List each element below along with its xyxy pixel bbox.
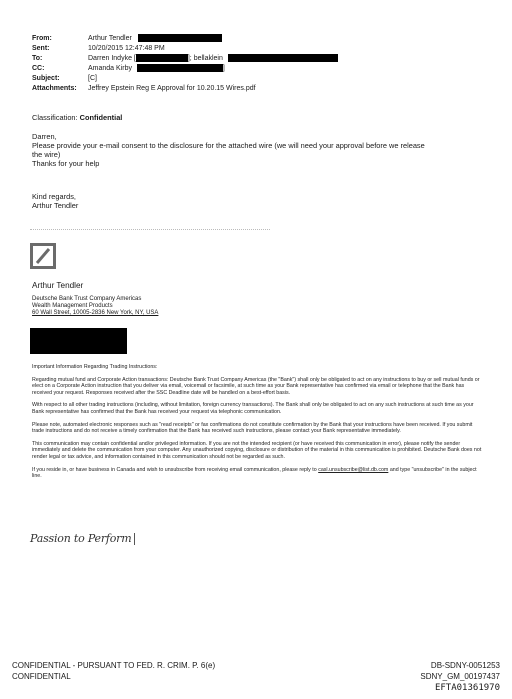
message-line: the wire) [32, 150, 61, 159]
classification-value: Confidential [79, 113, 123, 122]
regards-block [32, 192, 78, 210]
disclaimer [32, 364, 484, 480]
redaction-block [136, 54, 188, 62]
cc-value-a: Amanda Kirby [88, 65, 132, 72]
disclaimer-paragraph: With respect to all other trading instructions (including, without limitation, foreign currency transactions). The Bank shall only be obligated to act on any such instructions at such time as your Bank representative has confirmed that the Bank has received your request via telephonic communication. [32, 402, 474, 415]
attachments-label: Attachments: [32, 85, 77, 92]
slogan-bar [134, 533, 135, 545]
header-cc [32, 64, 225, 74]
subject-value: [C] [88, 75, 97, 82]
disclaimer-heading: Important Information Regarding Trading Instructions: [32, 364, 158, 370]
header-to [32, 54, 338, 64]
attachments-value[interactable]: Jeffrey Epstein Reg E Approval for 10.20.15 Wires.pdf [88, 85, 256, 92]
unsubscribe-text: If you reside in, or have business in Canada and wish to unsubscribe from receiving email communication, please reply to [32, 466, 319, 473]
header-attachments [32, 84, 256, 94]
disclaimer-paragraph: Regarding mutual fund and Corporate Action transactions: Deutsche Bank Trust Company Americas (the "Bank") shall only be obligated to act on any instructions to buy or sell mutual funds or elect on a Corporate Action instruction that you deliver via email, voicemail or facsimile, at such time as your Bank representative has confirmed via email or telephone that the Bank has received your request. Responses received after the SSC Deadline date will be handled on a best-effort basis. [32, 376, 480, 396]
redaction-block [138, 34, 222, 42]
footer-right-line1: DB-SDNY-0051253 [430, 661, 500, 670]
classification-line [32, 113, 122, 122]
message-line: Please provide your e-mail consent to the disclosure for the attached wire (we will need your approval before we release [32, 141, 425, 150]
message-body [32, 132, 482, 168]
deutsche-bank-logo-icon [30, 243, 56, 269]
footer-left-line1: CONFIDENTIAL - PURSUANT TO FED. R. CRIM. P. 6(e) [12, 661, 216, 670]
header-sent [32, 44, 165, 54]
classification-prefix: Classification: [32, 113, 80, 122]
from-value: Arthur Tendler [88, 35, 132, 42]
signature-divider [30, 229, 270, 230]
header-from [32, 34, 222, 44]
footer-efta-number: EFTA01361970 [434, 683, 500, 693]
slogan-text: Passion to Perform [30, 532, 132, 545]
logo-slash-icon [33, 246, 53, 266]
unsubscribe-email-link[interactable]: casl.unsubscribe@list.db.com [318, 466, 389, 473]
from-label: From: [32, 35, 52, 42]
subject-label: Subject: [32, 75, 60, 82]
regards: Kind regards, [32, 192, 76, 201]
signature-company: Deutsche Bank Trust Company Americas [32, 296, 142, 302]
disclaimer-paragraph: This communication may contain confidential and/or privileged information. If you are not the intended recipient (or have received this communication in error), please notify the sender immediately and delete the communication from your computer. Any unauthorized copying, disclosure or distribution of the material in this communication is prohibited. Deutsche Bank does not render legal or tax advice, and information contained in this communication should not be regarded as such. [32, 440, 482, 460]
sent-label: Sent: [32, 45, 50, 52]
redaction-block [137, 64, 223, 72]
slogan [30, 532, 135, 545]
signature-division: Wealth Management Products [32, 303, 113, 309]
message-line: Thanks for your help [32, 159, 100, 168]
to-value-a: Darren Indyke [ [88, 55, 136, 62]
redaction-block [30, 328, 127, 354]
header-subject [32, 74, 97, 84]
footer-right-line2: SDNY_GM_00197437 [420, 672, 500, 681]
to-label: To: [32, 55, 43, 62]
redaction-block [228, 54, 338, 62]
footer-left-line2: CONFIDENTIAL [12, 672, 71, 681]
signature-name: Arthur Tendler [32, 281, 84, 290]
disclaimer-paragraph: Please note, automated electronic responses such as "read receipts" or fax confirmations do not constitute confirmation by the Bank that your instructions have been received. If you submit trade instructions and do not receive a timely confirmation that the Bank has received such instructions, please contact your Bank representative immediately. [32, 421, 473, 435]
disclaimer-paragraph [32, 467, 484, 480]
to-value-b: ]; bellaklein [187, 55, 223, 62]
signature-details [32, 296, 158, 317]
sent-value: 10/20/2015 12:47:48 PM [88, 45, 165, 52]
cc-value-b: ] [222, 65, 225, 72]
signature-address: 60 Wall Street, 10005-2836 New York, NY, USA [32, 310, 159, 316]
cc-label: CC: [32, 65, 45, 72]
regards-name: Arthur Tendler [32, 201, 79, 210]
greeting: Darren, [32, 132, 57, 141]
unsubscribe-text: and type "unsubscribe" in the subject line. [32, 466, 477, 480]
